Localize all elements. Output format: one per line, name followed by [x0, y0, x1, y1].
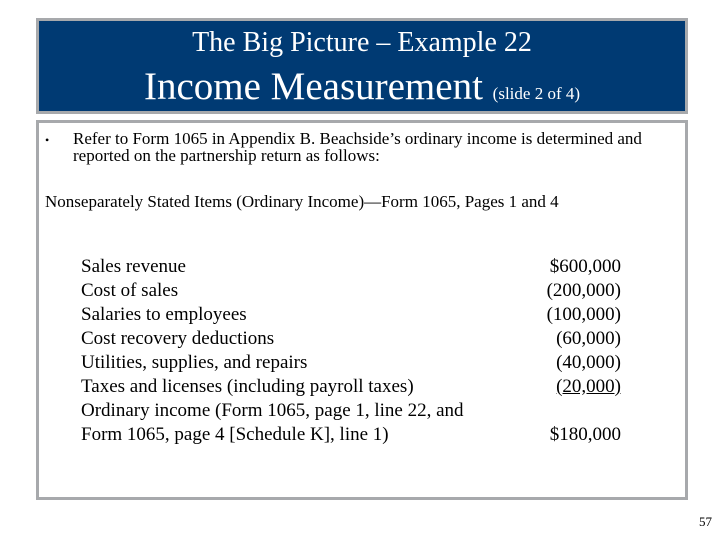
content-panel: [36, 120, 688, 500]
table-row: [81, 351, 621, 375]
subtitle-main: Income Measurement: [143, 65, 483, 108]
item-amount: (20,000): [556, 376, 621, 397]
item-amount: (100,000): [546, 304, 621, 325]
table-row: [81, 279, 621, 303]
item-label: Salaries to employees: [81, 304, 247, 325]
page-number: 57: [699, 514, 712, 529]
total-label-line1: Ordinary income (Form 1065, page 1, line 22, and: [81, 400, 464, 421]
total-label-line2: Form 1065, page 4 [Schedule K], line 1): [81, 424, 389, 445]
item-label: Utilities, supplies, and repairs: [81, 352, 308, 373]
table-row: [81, 303, 621, 327]
total-row: [81, 399, 621, 447]
total-label: [81, 399, 464, 447]
slide-title: The Big Picture – Example 22: [192, 27, 532, 58]
item-amount: (40,000): [556, 352, 621, 373]
table-row: [81, 375, 621, 399]
item-amount: (200,000): [546, 280, 621, 301]
title-banner: [36, 18, 688, 114]
section-heading: Nonseparately Stated Items (Ordinary Income)—Form 1065, Pages 1 and 4: [45, 192, 559, 211]
total-amount: $180,000: [549, 424, 621, 445]
item-label: Sales revenue: [81, 256, 186, 277]
subtitle-note: (slide 2 of 4): [492, 84, 581, 103]
item-amount: (60,000): [556, 328, 621, 349]
income-table: [81, 255, 621, 447]
item-amount: $600,000: [549, 256, 621, 277]
item-label: Cost of sales: [81, 280, 179, 301]
table-row: [81, 327, 621, 351]
slide-subtitle: [39, 65, 685, 116]
bullet-text: Refer to Form 1065 in Appendix B. Beachside’s ordinary income is determined and reported on the partnership return as follows:: [73, 129, 642, 165]
bullet-marker: •: [45, 133, 50, 147]
table-row: [81, 255, 621, 279]
item-label: Taxes and licenses (including payroll taxes): [81, 376, 414, 397]
item-label: Cost recovery deductions: [81, 328, 275, 349]
